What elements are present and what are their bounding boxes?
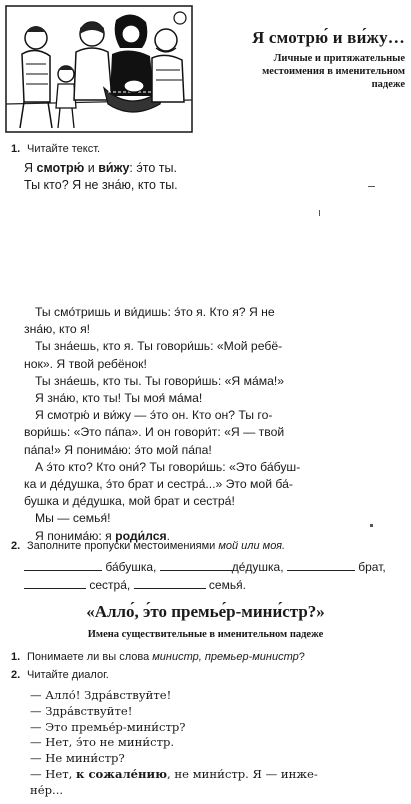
blank-field[interactable]: [24, 558, 102, 571]
text-line: Я понима́ю: я роди́лся.: [35, 528, 170, 543]
bold-word: смотрю́: [36, 161, 85, 175]
task-2-instruction: 2. Заполните пропуски местоимениями мой или моя.: [11, 540, 286, 552]
task-number: 2.: [11, 540, 21, 552]
fill-line: ба́бушка, де́душка, брат,: [24, 558, 406, 576]
text-line: па́па!» Я понима́ю: э́то мой па́па!: [24, 442, 212, 457]
task-number: 2.: [11, 669, 21, 681]
text-line: бушка и де́душка, мой брат и сестра́!: [24, 494, 235, 509]
text-line: Ты зна́ешь, кто ты. Ты говори́шь: «Я ма́ма!»: [35, 373, 285, 388]
text-line: зна́ю, кто я!: [24, 322, 91, 337]
dialog-line: — Это премье́р-мини́стр?: [30, 719, 186, 734]
lesson-subtitle-line: Личные и притяжательные: [273, 53, 405, 64]
task-1-instruction: [11, 143, 100, 155]
fill-in-exercise: [24, 558, 406, 594]
text-line: Я смотрю́ и ви́жу — э́то он. Кто он? Ты го-: [35, 408, 273, 423]
dialog-line: — Алло́! Здра́вствуйте!: [30, 688, 172, 702]
text-line: А э́то кто? Кто они́? Ты говори́шь: «Это ба́буш-: [35, 459, 301, 474]
task-instruction-text: Читайте текст.: [27, 143, 101, 155]
intro-line: Ты кто? Я не зна́ю, кто ты.: [24, 178, 178, 192]
print-mark: [370, 524, 373, 527]
italic-words: министр, премьер-министр: [152, 651, 299, 663]
intro-text: [24, 160, 178, 194]
text-line: Ты смо́тришь и ви́дишь: э́то я. Кто я? Я не: [35, 305, 275, 319]
bold-word: к сожале́нию: [76, 766, 167, 781]
print-mark: [368, 186, 375, 187]
text-line: Ты зна́ешь, кто я. Ты говори́шь: «Мой ребё-: [35, 339, 283, 354]
task-number: 1.: [11, 651, 21, 663]
task-number: 1.: [11, 143, 21, 155]
blank-field[interactable]: [160, 558, 232, 571]
print-mark: [319, 210, 320, 216]
blank-field[interactable]: [134, 576, 206, 589]
intro-line: Я смотрю́ и ви́жу: э́то ты.: [24, 161, 177, 175]
dialog-line: — Здра́вствуйте!: [30, 703, 133, 718]
bold-word: ви́жу: [98, 161, 130, 175]
task-4-instruction: 2. Читайте диалог.: [11, 669, 109, 681]
text-line: Мы — семья́!: [35, 511, 111, 526]
task-3-instruction: 1. Понимаете ли вы слова министр, премьер-министр?: [11, 651, 305, 663]
lesson-subtitle-line: местоимения в именительном: [262, 66, 405, 77]
dialog-line: — Нет, к сожале́нию, не мини́стр. Я — инже-: [30, 766, 318, 781]
text-line: вори́шь: «Это па́па». И он говори́т: «Я — твой: [24, 425, 285, 440]
lesson-subtitle-line: падеже: [371, 79, 405, 90]
bold-word: роди́лся: [115, 528, 167, 543]
text-line: ка и де́душка, э́то брат и сестра́...» Это мой ба́-: [24, 477, 293, 492]
dialog-line: не́р...: [30, 782, 64, 797]
text-line: нок». Я твой ребёнок!: [24, 356, 147, 371]
dialog-line: — Нет, э́то не мини́стр.: [30, 735, 175, 750]
blank-field[interactable]: [24, 576, 86, 589]
reading-text: [24, 304, 380, 545]
italic-words: мой или моя.: [218, 540, 286, 552]
dialog-line: — Не мини́стр?: [30, 751, 125, 766]
dialog-text: [30, 688, 318, 799]
family-illustration: [4, 4, 194, 134]
section-title: «Алло́, э́то премье́р-мини́стр?»: [86, 602, 325, 621]
fill-line: сестра́, семья́.: [24, 576, 406, 594]
section-subtitle: Имена существительные в именительном падеже: [87, 629, 324, 640]
lesson-subtitle: [200, 52, 405, 91]
blank-field[interactable]: [287, 558, 355, 571]
lesson-title: Я смотрю́ и ви́жу…: [251, 28, 405, 47]
text-line: Я зна́ю, кто ты! Ты моя́ ма́ма!: [35, 391, 203, 406]
